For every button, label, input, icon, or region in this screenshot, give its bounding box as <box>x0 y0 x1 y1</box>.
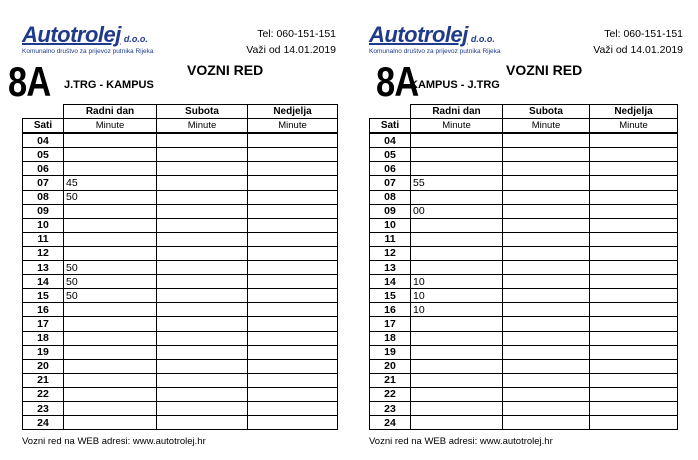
valid-from: Važi od 14.01.2019 <box>593 44 683 56</box>
minutes-subota <box>157 331 248 345</box>
hour-cell: 12 <box>23 246 64 260</box>
table-row <box>23 176 338 190</box>
minutes-nedjelja <box>590 246 678 260</box>
minutes-subota <box>503 190 590 204</box>
minutes-nedjelja <box>590 232 678 246</box>
hour-cell: 07 <box>370 176 411 190</box>
table-row <box>370 148 678 162</box>
minutes-nedjelja <box>248 148 338 162</box>
minutes-nedjelja <box>590 387 678 401</box>
minutes-subota <box>503 275 590 289</box>
timetable-title: VOZNI RED <box>506 62 583 78</box>
minutes-nedjelja <box>590 261 678 275</box>
hour-cell: 11 <box>23 232 64 246</box>
minutes-radni: 50 <box>64 261 157 275</box>
minutes-nedjelja <box>248 373 338 387</box>
hour-cell: 08 <box>23 190 64 204</box>
minutes-nedjelja <box>248 218 338 232</box>
hour-cell: 10 <box>370 218 411 232</box>
minutes-subota <box>157 162 248 176</box>
hour-cell: 04 <box>370 133 411 148</box>
minutes-nedjelja <box>248 303 338 317</box>
table-row <box>370 204 678 218</box>
table-row <box>370 176 678 190</box>
logo-subtitle: Komunalno društvo za prijevoz putnika Rijeka <box>369 48 501 55</box>
minutes-nedjelja <box>590 373 678 387</box>
table-row <box>23 246 338 260</box>
minutes-nedjelja <box>248 416 338 430</box>
minutes-radni <box>411 331 503 345</box>
header-nedjelja: Nedjelja <box>590 105 678 119</box>
minutes-radni <box>411 162 503 176</box>
table-row <box>370 331 678 345</box>
hour-cell: 19 <box>370 345 411 359</box>
table-row <box>23 331 338 345</box>
hour-cell: 05 <box>370 148 411 162</box>
minutes-nedjelja <box>248 133 338 148</box>
hour-cell: 21 <box>370 373 411 387</box>
table-row <box>23 387 338 401</box>
minutes-radni <box>64 416 157 430</box>
minutes-nedjelja <box>590 176 678 190</box>
hour-cell: 15 <box>23 289 64 303</box>
minutes-radni <box>411 261 503 275</box>
minutes-subota <box>503 133 590 148</box>
header-units: Minute <box>411 119 503 134</box>
table-row <box>370 275 678 289</box>
header-subota: Subota <box>157 105 248 119</box>
minutes-radni <box>411 190 503 204</box>
table-row <box>370 218 678 232</box>
hour-cell: 23 <box>23 401 64 415</box>
hour-cell: 07 <box>23 176 64 190</box>
table-row <box>23 148 338 162</box>
minutes-radni <box>64 401 157 415</box>
header-units: Minute <box>248 119 338 134</box>
minutes-subota <box>157 246 248 260</box>
hour-cell: 12 <box>370 246 411 260</box>
table-row <box>370 387 678 401</box>
timetable-title: VOZNI RED <box>187 62 264 78</box>
minutes-subota <box>157 275 248 289</box>
table-row <box>370 190 678 204</box>
minutes-radni <box>64 204 157 218</box>
table-row <box>370 373 678 387</box>
minutes-nedjelja <box>590 162 678 176</box>
table-row <box>23 218 338 232</box>
table-row <box>23 416 338 430</box>
minutes-subota <box>503 331 590 345</box>
hour-cell: 19 <box>23 345 64 359</box>
company-logo <box>22 24 154 55</box>
minutes-subota <box>503 232 590 246</box>
header-radni-dan: Radni dan <box>411 105 503 119</box>
minutes-subota <box>503 373 590 387</box>
table-row <box>23 359 338 373</box>
minutes-nedjelja <box>248 232 338 246</box>
minutes-subota <box>503 246 590 260</box>
minutes-subota <box>503 261 590 275</box>
minutes-nedjelja <box>590 190 678 204</box>
table-row <box>370 232 678 246</box>
minutes-subota <box>157 303 248 317</box>
minutes-radni <box>411 416 503 430</box>
table-row <box>23 162 338 176</box>
table-row <box>370 261 678 275</box>
hour-cell: 17 <box>23 317 64 331</box>
minutes-subota <box>503 148 590 162</box>
timetable-table <box>369 104 678 430</box>
minutes-subota <box>503 345 590 359</box>
hour-cell: 10 <box>23 218 64 232</box>
minutes-nedjelja <box>590 303 678 317</box>
minutes-subota <box>503 359 590 373</box>
table-row <box>370 289 678 303</box>
table-row <box>370 345 678 359</box>
hour-cell: 06 <box>23 162 64 176</box>
table-row <box>370 416 678 430</box>
minutes-subota <box>157 218 248 232</box>
table-row <box>23 275 338 289</box>
minutes-radni <box>411 232 503 246</box>
phone-number: Tel: 060-151-151 <box>257 28 336 40</box>
table-row <box>23 345 338 359</box>
minutes-subota <box>157 176 248 190</box>
minutes-subota <box>503 401 590 415</box>
minutes-radni <box>411 317 503 331</box>
hour-cell: 21 <box>23 373 64 387</box>
web-footer: Vozni red na WEB adresi: www.autotrolej.hr <box>22 436 206 447</box>
minutes-subota <box>503 416 590 430</box>
minutes-radni: 10 <box>411 303 503 317</box>
minutes-nedjelja <box>248 317 338 331</box>
minutes-nedjelja <box>248 246 338 260</box>
table-row <box>23 190 338 204</box>
logo-suffix: d.o.o. <box>123 34 148 44</box>
header-units: Minute <box>157 119 248 134</box>
table-row <box>370 133 678 148</box>
minutes-radni <box>411 218 503 232</box>
hour-cell: 23 <box>370 401 411 415</box>
hour-cell: 04 <box>23 133 64 148</box>
table-row <box>370 162 678 176</box>
table-row <box>23 232 338 246</box>
header-sati: Sati <box>23 119 64 134</box>
minutes-nedjelja <box>248 176 338 190</box>
phone-number: Tel: 060-151-151 <box>604 28 683 40</box>
header-sati: Sati <box>370 119 411 134</box>
logo-wordmark: Autotrolej <box>369 22 468 47</box>
minutes-nedjelja <box>248 331 338 345</box>
minutes-radni <box>64 317 157 331</box>
minutes-radni <box>411 345 503 359</box>
minutes-nedjelja <box>248 289 338 303</box>
hour-cell: 09 <box>23 204 64 218</box>
header-units: Minute <box>503 119 590 134</box>
table-row <box>370 303 678 317</box>
minutes-subota <box>503 176 590 190</box>
minutes-nedjelja <box>590 133 678 148</box>
minutes-subota <box>503 162 590 176</box>
hour-cell: 16 <box>23 303 64 317</box>
header-units: Minute <box>64 119 157 134</box>
table-row <box>23 289 338 303</box>
header-nedjelja: Nedjelja <box>248 105 338 119</box>
minutes-nedjelja <box>248 275 338 289</box>
minutes-subota <box>503 204 590 218</box>
minutes-nedjelja <box>590 345 678 359</box>
minutes-subota <box>503 387 590 401</box>
table-row <box>23 373 338 387</box>
minutes-nedjelja <box>590 416 678 430</box>
minutes-subota <box>157 416 248 430</box>
hour-cell: 20 <box>370 359 411 373</box>
minutes-radni <box>64 246 157 260</box>
minutes-subota <box>157 232 248 246</box>
minutes-nedjelja <box>248 401 338 415</box>
logo-subtitle: Komunalno društvo za prijevoz putnika Rijeka <box>22 48 154 55</box>
minutes-nedjelja <box>590 359 678 373</box>
table-row <box>23 204 338 218</box>
hour-cell: 24 <box>370 416 411 430</box>
timetable-table <box>22 104 338 430</box>
minutes-subota <box>157 133 248 148</box>
hour-cell: 22 <box>23 387 64 401</box>
minutes-radni: 50 <box>64 275 157 289</box>
hour-cell: 09 <box>370 204 411 218</box>
minutes-subota <box>157 317 248 331</box>
minutes-nedjelja <box>590 218 678 232</box>
minutes-subota <box>157 289 248 303</box>
minutes-nedjelja <box>248 204 338 218</box>
hour-cell: 06 <box>370 162 411 176</box>
minutes-subota <box>503 303 590 317</box>
minutes-radni <box>64 373 157 387</box>
minutes-subota <box>157 401 248 415</box>
minutes-nedjelja <box>248 345 338 359</box>
hour-cell: 18 <box>23 331 64 345</box>
minutes-subota <box>157 204 248 218</box>
minutes-nedjelja <box>590 317 678 331</box>
minutes-radni <box>64 331 157 345</box>
minutes-radni <box>411 148 503 162</box>
web-footer: Vozni red na WEB adresi: www.autotrolej.hr <box>369 436 553 447</box>
line-number: 8A <box>376 58 419 105</box>
minutes-radni <box>411 387 503 401</box>
hour-cell: 14 <box>23 275 64 289</box>
minutes-subota <box>157 261 248 275</box>
minutes-nedjelja <box>590 401 678 415</box>
table-row <box>23 261 338 275</box>
minutes-subota <box>503 317 590 331</box>
minutes-radni: 10 <box>411 289 503 303</box>
table-row <box>23 133 338 148</box>
route-name: KAMPUS - J.TRG <box>410 79 500 91</box>
hour-cell: 24 <box>23 416 64 430</box>
minutes-radni <box>64 162 157 176</box>
header-units: Minute <box>590 119 678 134</box>
table-row <box>370 246 678 260</box>
table-row <box>23 401 338 415</box>
hour-cell: 18 <box>370 331 411 345</box>
header-radni-dan: Radni dan <box>64 105 157 119</box>
minutes-radni <box>64 345 157 359</box>
minutes-subota <box>503 289 590 303</box>
table-row <box>370 317 678 331</box>
minutes-radni: 00 <box>411 204 503 218</box>
minutes-radni: 10 <box>411 275 503 289</box>
minutes-subota <box>157 190 248 204</box>
hour-cell: 22 <box>370 387 411 401</box>
minutes-radni <box>64 218 157 232</box>
table-row <box>23 317 338 331</box>
minutes-nedjelja <box>248 387 338 401</box>
hour-cell: 08 <box>370 190 411 204</box>
company-logo <box>369 24 501 55</box>
minutes-subota <box>157 359 248 373</box>
hour-cell: 05 <box>23 148 64 162</box>
minutes-radni <box>411 401 503 415</box>
minutes-nedjelja <box>590 148 678 162</box>
valid-from: Važi od 14.01.2019 <box>246 44 336 56</box>
minutes-subota <box>157 373 248 387</box>
table-row <box>370 401 678 415</box>
minutes-radni <box>411 359 503 373</box>
table-row <box>370 359 678 373</box>
hour-cell: 14 <box>370 275 411 289</box>
minutes-radni: 50 <box>64 289 157 303</box>
minutes-nedjelja <box>248 359 338 373</box>
minutes-nedjelja <box>590 275 678 289</box>
table-row <box>23 303 338 317</box>
logo-suffix: d.o.o. <box>470 34 495 44</box>
minutes-subota <box>157 387 248 401</box>
hour-cell: 16 <box>370 303 411 317</box>
minutes-nedjelja <box>248 190 338 204</box>
minutes-radni <box>64 387 157 401</box>
minutes-radni <box>64 359 157 373</box>
minutes-nedjelja <box>248 261 338 275</box>
minutes-subota <box>157 345 248 359</box>
minutes-radni <box>411 133 503 148</box>
logo-wordmark: Autotrolej <box>22 22 121 47</box>
hour-cell: 13 <box>370 261 411 275</box>
hour-cell: 20 <box>23 359 64 373</box>
minutes-radni <box>64 148 157 162</box>
minutes-nedjelja <box>590 204 678 218</box>
route-name: J.TRG - KAMPUS <box>64 79 154 91</box>
header-subota: Subota <box>503 105 590 119</box>
hour-cell: 17 <box>370 317 411 331</box>
minutes-radni <box>64 232 157 246</box>
minutes-radni: 50 <box>64 190 157 204</box>
minutes-radni <box>64 133 157 148</box>
minutes-nedjelja <box>590 289 678 303</box>
minutes-subota <box>157 148 248 162</box>
minutes-radni <box>411 246 503 260</box>
line-number: 8A <box>8 58 51 105</box>
hour-cell: 13 <box>23 261 64 275</box>
minutes-nedjelja <box>590 331 678 345</box>
minutes-nedjelja <box>248 162 338 176</box>
hour-cell: 15 <box>370 289 411 303</box>
minutes-radni <box>64 303 157 317</box>
minutes-radni: 55 <box>411 176 503 190</box>
minutes-radni: 45 <box>64 176 157 190</box>
minutes-subota <box>503 218 590 232</box>
hour-cell: 11 <box>370 232 411 246</box>
minutes-radni <box>411 373 503 387</box>
